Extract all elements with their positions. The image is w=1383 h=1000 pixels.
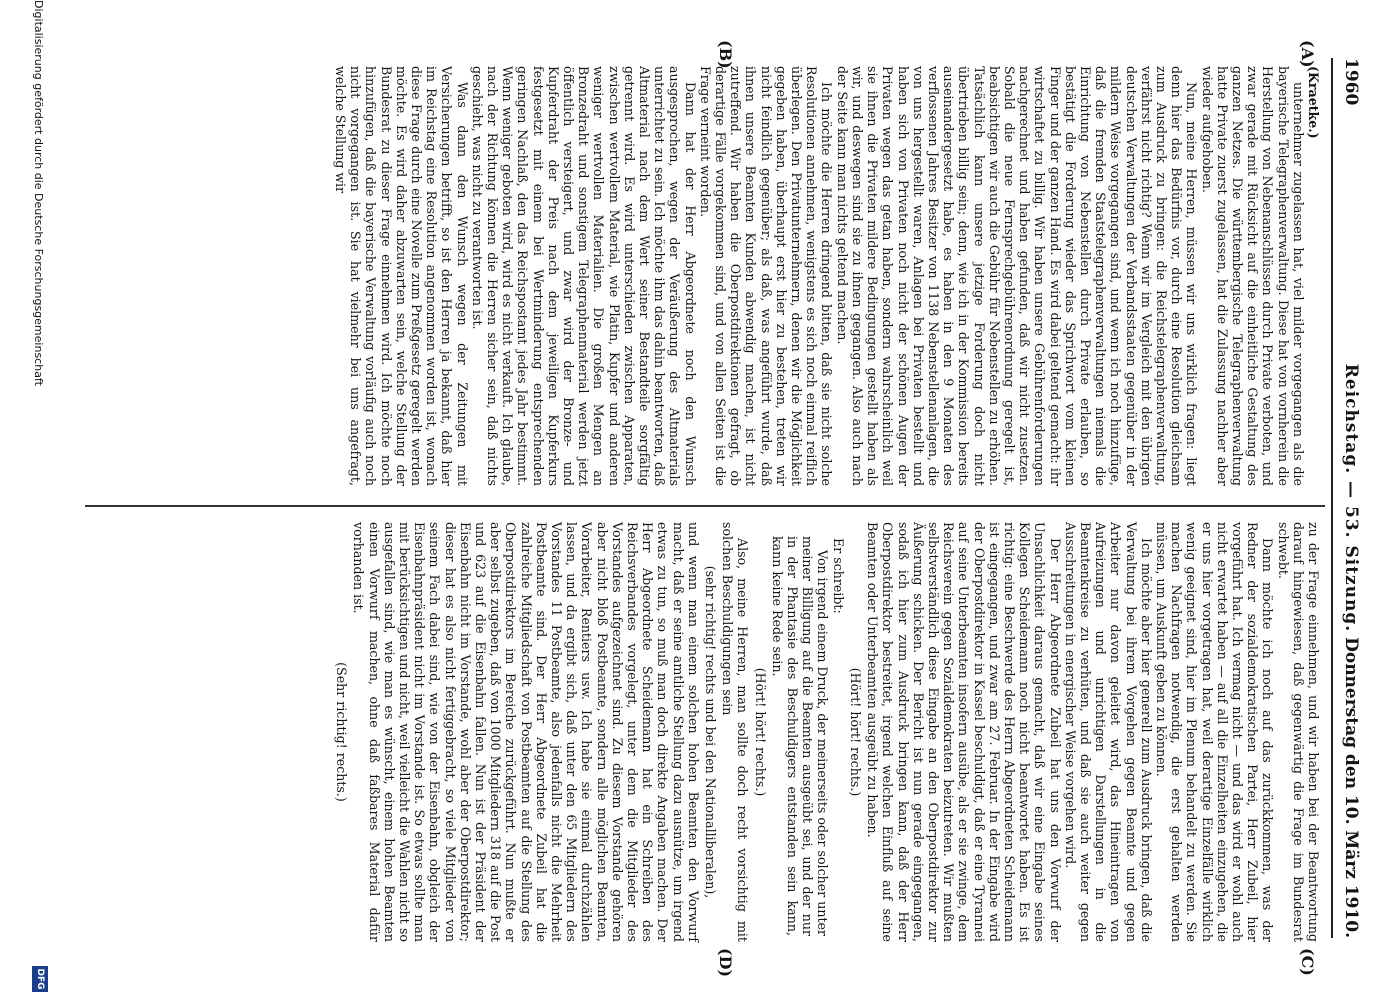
page-header xyxy=(1335,58,1361,938)
paragraph: Er schreibt: xyxy=(830,538,846,614)
paragraph: Also, meine Herren, man sollte doch recht vorsichtig mit solchen Beschuldigungen sein xyxy=(720,522,751,942)
page-number: 1960 xyxy=(1341,58,1361,106)
paragraph: Ich möchte die Herren dringend bitten, daß sie nicht solche Resolutionen annehmen, wenigstens es sich noch einmal reiflich überlegen. Den Privatunternehmern, denen wir die Möglichkeit gegeben haben, überhaupt erst hier zu bestehen, treten wir nicht feindlich gegenüber; als daß, was angeführt wurde, daß ihnen unsere Beamten Kunden abwendig machen, ist nicht zutreffend. Wir haben die Oberpostdirektionen gefragt, ob derartige Fälle vorgekommen sind, und von allen Seiten ist die Frage verneint worden. xyxy=(697,66,835,486)
paragraph: unternehmer zugelassen hat, viel milder vorgegangen als die bayerische Telegraphenverwaltung. Diese hat von vornherein die Herstellung von Nebenanschlüssen durch Private verboten, und zwar gerade mit Rücksicht auf die einheitliche Gestaltung des ganzen Netzes. Die württembergische Telegraphenverwaltung hatte Private zuerst zugelassen, hat die Zulassung nachher aber wieder aufgehoben. xyxy=(1199,66,1306,486)
margin-marker-c: (C) xyxy=(1298,948,1317,976)
column-divider xyxy=(85,505,1325,507)
left-column xyxy=(333,66,1321,486)
paragraph: Dann möchte ich noch auf das zurückkommen, was der Redner der sozialdemokratischen Partei, Herr Zubeil, hier vorgeführt hat. Ich vermag nicht — und das wird er wohl auch nicht erwartet haben — auf all die Einzelheiten einzugehen, die er uns hier vorgetragen hat, weil derartige Einzelfälle wirklich wenig geeignet sind, hier im Plenum behandelt zu werden. Sie machen Nachfragen notwendig, die erst gehalten werden müssen, um Auskunft geben zu können. xyxy=(1153,522,1276,942)
interjection: (Hört! hört! rechts.) xyxy=(752,667,768,797)
quotation: Von irgend einem Druck, der meinerseits oder solcher unter meiner Billigung auf die Beamten ausgeübt sei, und der nur in der Phantasie des Beschuldigers entstanden sein kann, kann keine Rede sein. xyxy=(769,536,831,936)
margin-marker-b: (B) xyxy=(716,40,735,69)
paragraph: Der Herr Abgeordnete Zubeil hat uns den Vorwurf der Unsachlichkeit daraus gemacht, daß wir eine Eingabe seines Kollegen Scheidemann noch nicht beantwortet haben. Es ist richtig: eine Beschwerde des Herrn Abgeordneten Scheidemann ist eingegangen, und zwar am 27. Februar. In der Eingabe wird der Oberpostdirektor in Kassel beschuldigt, daß er eine Tyrannei auf seine Unterbeamten insofern ausübe, als er sie zwinge, dem Reichsverein gegen Sozialdemokraten beizutreten. Wir mußten selbstverständlich diese Eingabe an den Oberpostdirektor zur Äußerung schicken. Der Bericht ist nun gerade eingegangen, sodaß ich hier zum Ausdruck bringen kann, daß der Herr Oberpostdirektor bestreitet, irgend welchen Einfluß auf seine Beamten oder Unterbeamten ausgeübt zu haben. xyxy=(865,522,1063,942)
page-title: Reichstag. — 53. Sitzung. xyxy=(1341,363,1361,633)
header-rule xyxy=(1331,58,1333,938)
session-date: Donnerstag den 10. März 1910. xyxy=(1341,637,1361,938)
dfg-logo-icon: DFG xyxy=(32,966,48,992)
interjection: (Sehr richtig! rechts.) xyxy=(334,662,350,802)
speaker-tag: (Kraetke.) xyxy=(1306,66,1321,139)
interjection: (sehr richtig! rechts und bei den Nationalliberalen), xyxy=(703,565,719,899)
footer-credit: Digitalisierung gefördert durch die Deutsche Forschungsgemeinschaft xyxy=(32,0,45,386)
paragraph: Was dann den Wunsch wegen der Zeitungen mit Versicherungen betrifft, so ist den Herren ja bekannt, daß hier im Reichstag eine Resolution angenommen worden ist, wonach diese Frage durch eine Novelle zum Preßgesetz geregelt werden möchte. Es wird daher abzuwarten sein, welche Stellung der Bundesrat zu dieser Frage einnehmen wird. Ich möchte noch hinzufügen, daß die bayerische Verwaltung vorläufig auch noch nicht vorgegangen ist. Sie hat vielmehr bei uns angefragt, welche Stellung wir xyxy=(333,66,470,486)
paragraph: Nun, meine Herren, müssen wir uns wirklich fragen: liegt denn hier das Bedürfnis vor, durch eine Resolution gleichsam zum Ausdruck zu bringen: die Reichstelegraphenverwaltung, verfährst nicht richtig? Wenn wir im Vergleich mit den übrigen deutschen Verwaltungen der Verbandsstaaten gegenüber in der mildern Weise vorgegangen sind, und wenn ich noch hinzufüge, daß die fremden Staatstelegraphenverwaltungen niemals die Einrichtung von Nebenstellen durch Private erlauben, so bestätigt die Forderung wieder das Sprichwort vom kleinen Finger und der ganzen Hand. Es wird dabei geltend gemacht: ihr wirtschaftet zu billig. Wir haben unsere Gebührenforderungen nachgerechnet und haben gefunden, daß wir nicht zusetzen. Sobald die neue Fernsprechgebührenordnung geregelt ist, beabsichtigen wir auch die Gebühr für Nebenstellen zu erhöhen. Tatsächlich kann unsere jetzige Forderung doch nicht übertrieben billig sein; denn, wie ich in der Kommission bereits auseinandergesetzt habe, es haben in den 9 Monaten des verflossenen Jahres Besitzer von 1138 Nebenstellenanlagen, die von uns hergestellt waren, Anlagen bei Privaten bestellt und haben sich von Privaten noch nicht der schönen Augen der Privaten wegen das getan haben, sondern wahrscheinlich weil sie ihnen die Privaten mildere Bedingungen gestellt haben als wir, und deswegen sind sie zu ihnen gegangen. Also auch nach der Seite kann man nichts geltend machen. xyxy=(834,66,1200,486)
margin-marker-d: (D) xyxy=(716,948,735,978)
margin-marker-a: (A) xyxy=(1298,40,1317,68)
paragraph: Dann hat der Herr Abgeordnete noch den Wunsch ausgesprochen, wegen der Veräußerung des Altmaterials unterrichtet zu sein. Ich möchte ihm das dahin beantworten, daß Altmaterial nach dem Wert seiner Bestandteile sorgfältig getrennt wird. Es wird unterschieden zwischen Apparaten, zwischen wertvollem Material, wie Platin, Kupfer und anderen weniger wertvollen Materialien. Die großen Mengen an Bronzedraht und sonstigem Telegraphenmaterial werden jetzt öffentlich versteigert, und zwar wird der Bronze- und Kupferdraht der Preis nach dem jeweiligen Kupferkurs festgesetzt mit einem bei Wertminderung entsprechenden geringen Nachlaß, den das Reichspostamt jedes Jahr bestimmt. Wenn weniger geboten wird, wird es nicht verkauft. Ich glaube, nach der Richtung können die Herren sicher sein, daß nichts geschieht, was nicht zu verantworten ist. xyxy=(469,66,698,486)
paragraph: und wenn man einem solchen hohen Beamten den Vorwurf macht, daß er seine amtliche Stellung dazu ausnütze, um irgend etwas zu tun, so muß man doch direkte Angaben machen. Der Herr Abgeordnete Scheidemann hat ein Schreiben des Reichsverbandes vorgelegt, unter dem die Mitglieder des Vorstandes aufgezeichnet sind. Zu diesem Vorstande gehören aber nicht bloß Postbeamte, sondern alle möglichen Beamten, Vorarbeiter, Rentiers usw. Ich habe sie einmal durchzählen lassen, und da ergibt sich, daß unter den 65 Mitgliedern des Vorstandes 11 Postbeamte, also jedenfalls nicht die Mehrheit Postbeamte sind. Der Herr Abgeordnete Zubeil hat die zahlreiche Mitgliedschaft von Postbeamten auf die Stellung des Oberpostdirektors im Bereiche zurückgeführt. Nun mußte er aber selbst zugeben, daß von 1000 Mitgliedern 318 auf die Post und 623 auf die Eisenbahn fallen. Nun ist der Präsident der Eisenbahn nicht im Vorstande, wohl aber der Oberpostdirektor; dieser hat es also nicht fertiggebracht, so viele Mitglieder von seinem Fach dabei sind, wie von der Eisenbahn, obgleich der Eisenbahnpräsident nicht im Vorstande ist. So etwas sollte man mit berücksichtigen und nicht, weil vielleicht die Wahlen nicht so ausgefallen sind, wie man es wünscht, einem hohen Beamten einen Vorwurf machen, ohne daß faßbares Material dafür vorhanden ist. xyxy=(351,522,701,942)
interjection: (Hört! hört! rechts.) xyxy=(847,667,863,797)
paragraph: Ich möchte aber hier generell zum Ausdruck bringen, daß die Verwaltung bei ihrem Vorgehen gegen Beamte und gegen Arbeiter nur davon geleitet wird, das Hineintragen von Aufreizungen und unrichtigen Darstellungen in die Beamtenkreise zu verhüten, und daß sie auch weiter gegen Ausschreitungen in energischer Weise vorgehen wird. xyxy=(1062,522,1154,942)
right-column xyxy=(332,522,1321,942)
paragraph: zu der Frage einnehmen, und wir haben bei der Beantwortung darauf hingewiesen, daß gegenwärtig die Frage im Bundesrat schwebt. xyxy=(1275,522,1321,942)
